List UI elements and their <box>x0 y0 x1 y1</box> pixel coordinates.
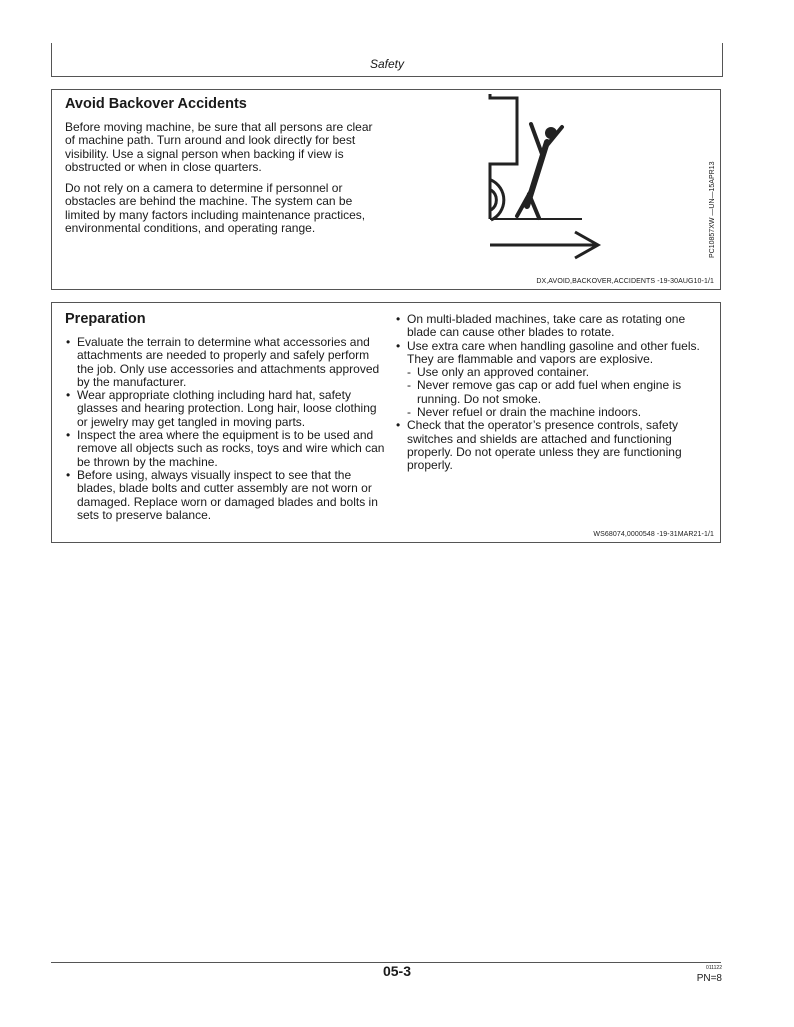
sub-list-item: - Use only an approved container. <box>407 366 715 379</box>
list-item: • Wear appropriate clothing including hard hat, safety glasses and hearing protection. Long hair, loose clothing or jewelry may get tangled in moving parts. <box>65 389 387 429</box>
list-item: • Check that the operator’s presence controls, safety switches and shields are attached and functioning properly. Do not operate unless they are functioning properly. <box>395 419 715 472</box>
preparation-left-list <box>65 336 387 522</box>
avoid-backover-paragraph-2: Do not rely on a camera to determine if personnel or obstacles are behind the machine. The system can be limited by many factors including maintenance practices, environmental conditions, and operating range. <box>65 181 366 235</box>
preparation-section <box>51 302 721 543</box>
figure-code: PC10857XW —UN—15APR13 <box>709 161 716 258</box>
avoid-backover-title: Avoid Backover Accidents <box>65 96 247 112</box>
footer-code: 011122 <box>706 965 722 971</box>
avoid-backover-reference: DX,AVOID,BACKOVER,ACCIDENTS -19-30AUG10-1/1 <box>536 278 714 285</box>
fuel-sub-list <box>407 366 715 419</box>
sub-list-item: - Never remove gas cap or add fuel when engine is running. Do not smoke. <box>407 379 715 406</box>
page-header <box>51 43 723 77</box>
list-item: • Inspect the area where the equipment is to be used and remove all objects such as rocks, toys and wire which can be thrown by the machine. <box>65 429 387 469</box>
avoid-backover-paragraph-1: Before moving machine, be sure that all persons are clear of machine path. Turn around and look directly for best visibility. Use a signal person when backing if view is obstructed or when in close quarters. <box>65 120 373 174</box>
preparation-reference: WS68074,0000548 -19-31MAR21-1/1 <box>593 531 714 538</box>
list-item: • On multi-bladed machines, take care as rotating one blade can cause other blades to rotate. <box>395 313 715 340</box>
avoid-backover-section <box>51 89 721 290</box>
preparation-right-list <box>395 313 715 473</box>
sub-list-item: - Never refuel or drain the machine indoors. <box>407 406 715 419</box>
section-title: Safety <box>369 57 405 71</box>
list-item <box>395 340 715 420</box>
list-item: • Before using, always visually inspect to see that the blades, blade bolts and cutter assembly are not worn or damaged. Replace worn or damaged blades and bolts in sets to preserve balance. <box>65 469 387 522</box>
list-item: • Evaluate the terrain to determine what accessories and attachments are needed to properly and safely perform the job. Only use accessories and attachments approved by the manufacturer. <box>65 336 387 389</box>
pn-label: PN=8 <box>696 973 722 984</box>
preparation-title: Preparation <box>65 311 146 327</box>
page-number: 05-3 <box>382 963 412 979</box>
fuel-warning-text: Use extra care when handling gasoline and other fuels. They are flammable and vapors are explosive. <box>407 338 700 366</box>
backover-warning-illustration <box>487 94 612 264</box>
